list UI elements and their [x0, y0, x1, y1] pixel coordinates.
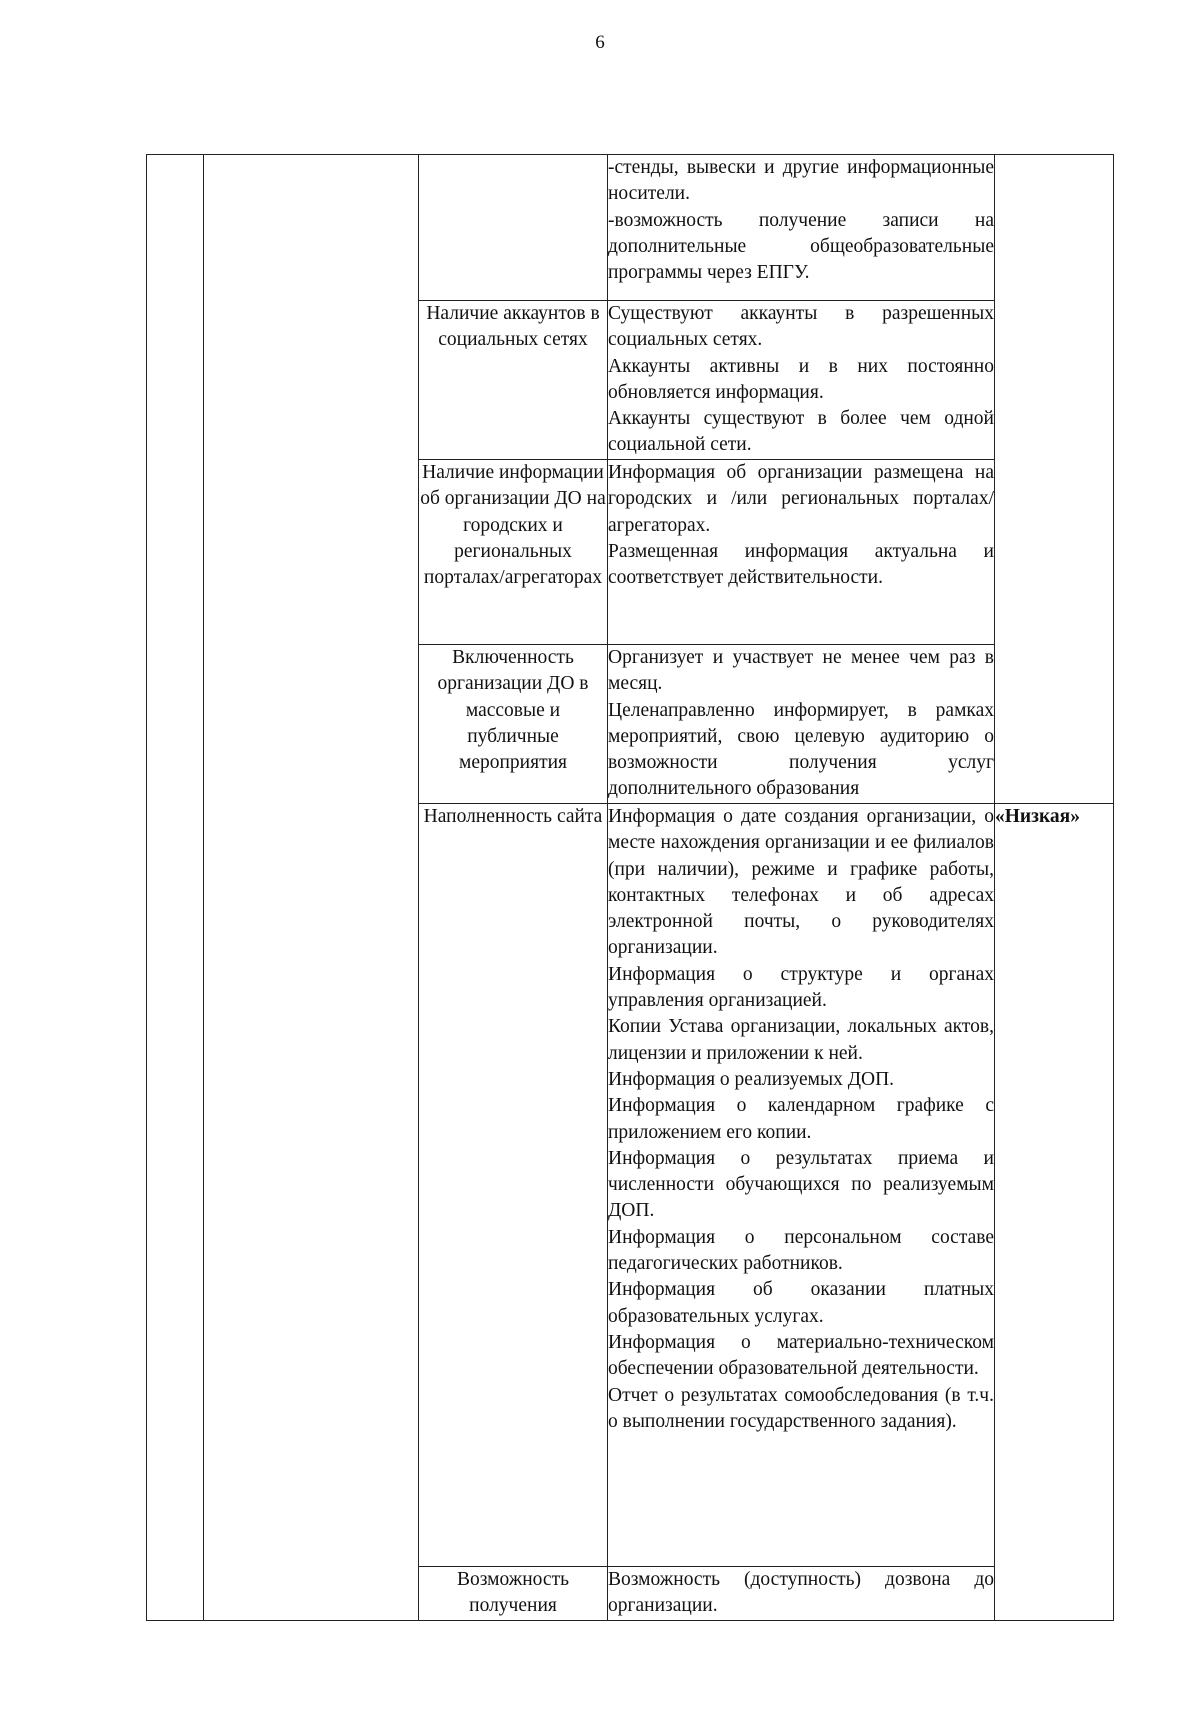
criterion-cell: [419, 804, 608, 1567]
page-number: 6: [595, 32, 605, 53]
content-paragraph: Отчет о результатах сомообследования (в т.ч. о выполнении государственного задания).: [608, 1384, 994, 1432]
criterion-cell: [419, 645, 608, 804]
criterion-cell: [419, 155, 608, 301]
content-cell: [608, 155, 995, 301]
content-paragraph: Информация о структуре и органах управления организацией.: [608, 963, 994, 1012]
level-cell: [995, 155, 1114, 804]
content-paragraph: Информация о реализуемых ДОП.: [608, 1068, 895, 1090]
content-paragraph: Информация о персональном составе педагогических работников.: [608, 1226, 994, 1275]
criterion-text: Наличие аккаунтов в социальных сетях: [426, 303, 600, 351]
content-paragraph: Организует и участвует не менее чем раз в месяц.: [608, 647, 994, 695]
content-paragraph: -возможность получение записи на дополнительные общеобразовательные программы через ЕПГУ.: [608, 209, 994, 284]
criterion-text: Возможность получения: [456, 1569, 569, 1617]
content-paragraph: Информация о календарном графике с приложением его копии.: [608, 1095, 994, 1143]
criterion-text: Включенность организации ДО в массовые и публичные мероприятия: [437, 647, 589, 774]
content-paragraph: Копии Устава организации, локальных актов, лицензии и приложении к ней.: [608, 1016, 994, 1064]
criterion-text: Наличие информации об организации ДО на городских и региональных порталах/агрегаторах: [420, 462, 606, 589]
criterion-cell: [419, 460, 608, 645]
content-cell: [608, 460, 995, 645]
content-cell: [608, 645, 995, 804]
content-paragraph: Информация об оказании платных образовательных услугах.: [608, 1279, 994, 1327]
content-paragraph: -стенды, вывески и другие информационные носители.: [608, 157, 994, 205]
content-paragraph: Аккаунты активны и в них постоянно обновляется информация.: [608, 355, 994, 403]
criterion-text: Наполненность сайта: [423, 806, 603, 827]
content-cell: [608, 804, 995, 1567]
content-paragraph: Возможность (доступность) дозвона до организации.: [608, 1569, 994, 1617]
content-paragraph: Существуют аккаунты в разрешенных социальных сетях.: [608, 303, 994, 351]
content-cell: [608, 1567, 995, 1621]
content-paragraph: Информация о результатах приема и численности обучающихся по реализуемым ДОП.: [608, 1147, 994, 1222]
level-cell: [995, 804, 1114, 1621]
number-column-cell: [147, 155, 204, 1621]
content-paragraph: Целенаправленно информирует, в рамках мероприятий, свою целевую аудиторию о возможности получения услуг дополнительного образования: [608, 699, 994, 800]
content-cell: [608, 301, 995, 460]
content-paragraph: Размещенная информация актуальна и соответствует действительности.: [608, 540, 994, 589]
criterion-cell: [419, 1567, 608, 1621]
criterion-cell: [419, 301, 608, 460]
indicator-column-cell: [204, 155, 419, 1621]
level-text: «Низкая»: [995, 806, 1080, 827]
content-paragraph: Информация о материально-техническом обеспечении образовательной деятельности.: [608, 1331, 994, 1380]
content-paragraph: Аккаунты существуют в более чем одной социальной сети.: [608, 408, 994, 456]
content-paragraph: Информация о дате создания организации, о месте нахождения организации и ее филиалов (при наличии), режиме и графике работы, контактных телефонах и об адресах электронной почты, о руководителях организации.: [608, 806, 994, 959]
criteria-table: [146, 154, 1114, 1621]
content-paragraph: Информация об организации размещена на городских и /или региональных порталах/агрегаторах.: [608, 462, 994, 536]
